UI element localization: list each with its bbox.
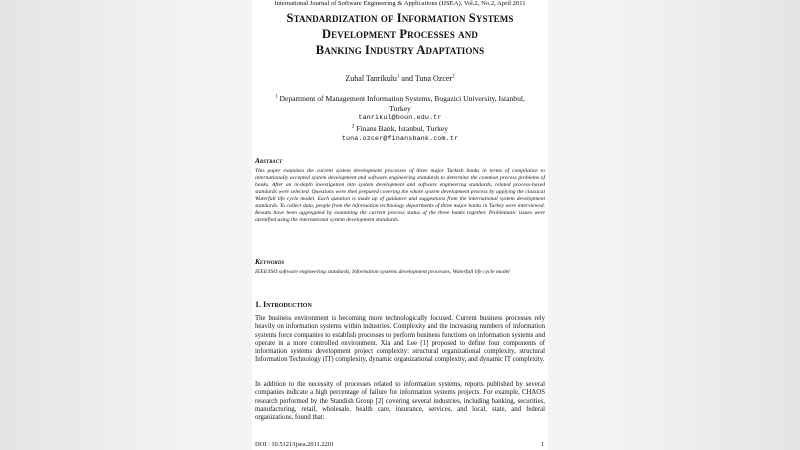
affiliation-1-line1: Department of Management Information Systems, Bogazici University, Istanbul, (279, 94, 525, 103)
author-and: and (399, 74, 415, 83)
introduction-heading: 1. Introduction (255, 300, 312, 309)
author-2-sup: 2 (452, 74, 455, 80)
author-1-sup: 1 (396, 74, 400, 80)
keywords-heading: Keywords (255, 257, 285, 266)
keywords-text: IEEE/ISO software engineering standards, Information systems development processes, Waterfall life cycle model (255, 269, 510, 275)
authors (252, 74, 548, 83)
author-1: Zuhal Tanrikulu (345, 74, 397, 83)
footer-doi: DOI : 10.5121/ijsea.2011.2201 (255, 441, 335, 448)
affiliation-1-sup: 1 (275, 94, 278, 100)
affiliation-2-sup: 2 (351, 124, 355, 130)
abstract-heading: Abstract (255, 156, 283, 165)
introduction-paragraph-2: In addition to the necessity of processes related to information systems, reports published by several companies indicate a high percentage of failure for information systems projects. For example, CHAOS research performed by the Standish Group [2] covering several industries, including banking, securities, manufacturing, retail, wholesale, health care, insurance, services, and local, state, and federal organizations, found that: (255, 381, 545, 421)
affiliation-1 (260, 94, 540, 123)
abstract-text: This paper examines the current system development processes of three major Turkish banks in terms of compliance to internationally accepted system development and software engineering standards to determine the common process problems of banks. After an in-depth investigation into system development and software engineering standards, related process-based standards were selected. Questions were then prepared covering the whole system development process by applying the classical Waterfall life cycle model. Each question is made up of guidance and suggestions from the international system development standards. To collect data, people from the information technology departments of three major banks in Turkey were interviewed. Results have been aggregated by examining the current process status of the three banks together. Problematic issues were identified using the international system development standards. (255, 168, 545, 224)
introduction-paragraph-1: The business environment is becoming more technologically focused. Current business processes rely heavily on information systems within industries. Complexity and the increasing numbers of information systems force companies to establish processes to perform business functions on information systems and operate in a more controlled environment. Xia and Lee [1] proposed to define four components of information systems development project complexity: structural organizational complexity, structural Information Technology (IT) complexity, dynamic organizational complexity, and dynamic IT complexity. (255, 315, 545, 364)
affiliation-1-email: tanrikul@boun.edu.tr (358, 114, 442, 121)
title-line-3: Banking Industry Adaptations (315, 43, 485, 57)
affiliation-2 (260, 124, 540, 143)
affiliation-1-line2: Turkey (389, 103, 411, 113)
title-line-1: Standardization of Information Systems (286, 11, 514, 25)
pdf-page[interactable] (252, 0, 548, 450)
affiliation-2-line1: Finans Bank, Istanbul, Turkey (356, 124, 449, 133)
paper-title (252, 10, 548, 58)
journal-header: International Journal of Software Engineering & Applications (IJSEA), Vol.2, No.2, April 2011 (274, 0, 526, 7)
title-line-2: Development Processes and (322, 27, 478, 41)
page-number: 1 (540, 441, 544, 448)
affiliation-2-email: tuna.ozcer@finansbank.com.tr (341, 134, 459, 142)
author-2: Tuna Ozcer (414, 74, 453, 83)
